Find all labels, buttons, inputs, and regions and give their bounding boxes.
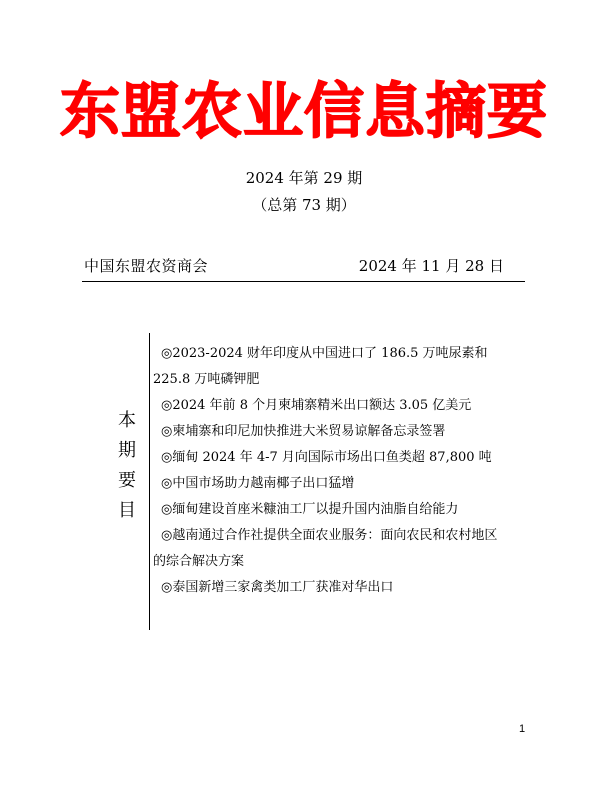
contents-item: ◎缅甸建设首座米糠油工厂以提升国内油脂自给能力 [161,502,459,517]
publisher-org: 中国东盟农资商会 [84,257,209,275]
contents-divider [149,333,150,630]
contents-item: ◎缅甸 2024 年 4-7 月向国际市场出口鱼类超 87,800 吨 [161,450,492,465]
header-divider [82,281,525,282]
contents-item-line: ◎2023-2024 财年印度从中国进口了 186.5 万吨尿素和 [161,346,488,361]
total-issue-number: （总第 73 期） [252,196,356,214]
contents-item-line: ◎越南通过合作社提供全面农业服务：面向农民和农村地区 [161,528,498,543]
contents-item: ◎2024 年前 8 个月柬埔寨精米出口额达 3.05 亿美元 [161,398,472,413]
page-number: 1 [519,723,526,735]
contents-item: ◎中国市场助力越南椰子出口猛增 [161,476,355,491]
contents-item [153,341,538,393]
contents-item-line: 225.8 万吨磷钾肥 [153,372,260,387]
issue-number: 2024 年第 29 期 [245,169,363,187]
publish-date: 2024 年 11 月 28 日 [358,257,504,275]
contents-label-char: 要 [118,470,136,491]
contents-item: ◎柬埔寨和印尼加快推进大米贸易谅解备忘录签署 [161,424,446,439]
contents-list [153,341,538,601]
contents-item-line: 的综合解决方案 [153,554,245,569]
contents-label-char: 期 [118,440,136,461]
contents-label-char: 本 [118,410,136,431]
contents-label-char: 目 [118,500,136,521]
contents-item: ◎泰国新增三家禽类加工厂获准对华出口 [161,580,394,595]
masthead-title: 东盟农业信息摘要 [60,77,548,147]
contents-label [112,406,142,526]
contents-item [153,523,538,575]
